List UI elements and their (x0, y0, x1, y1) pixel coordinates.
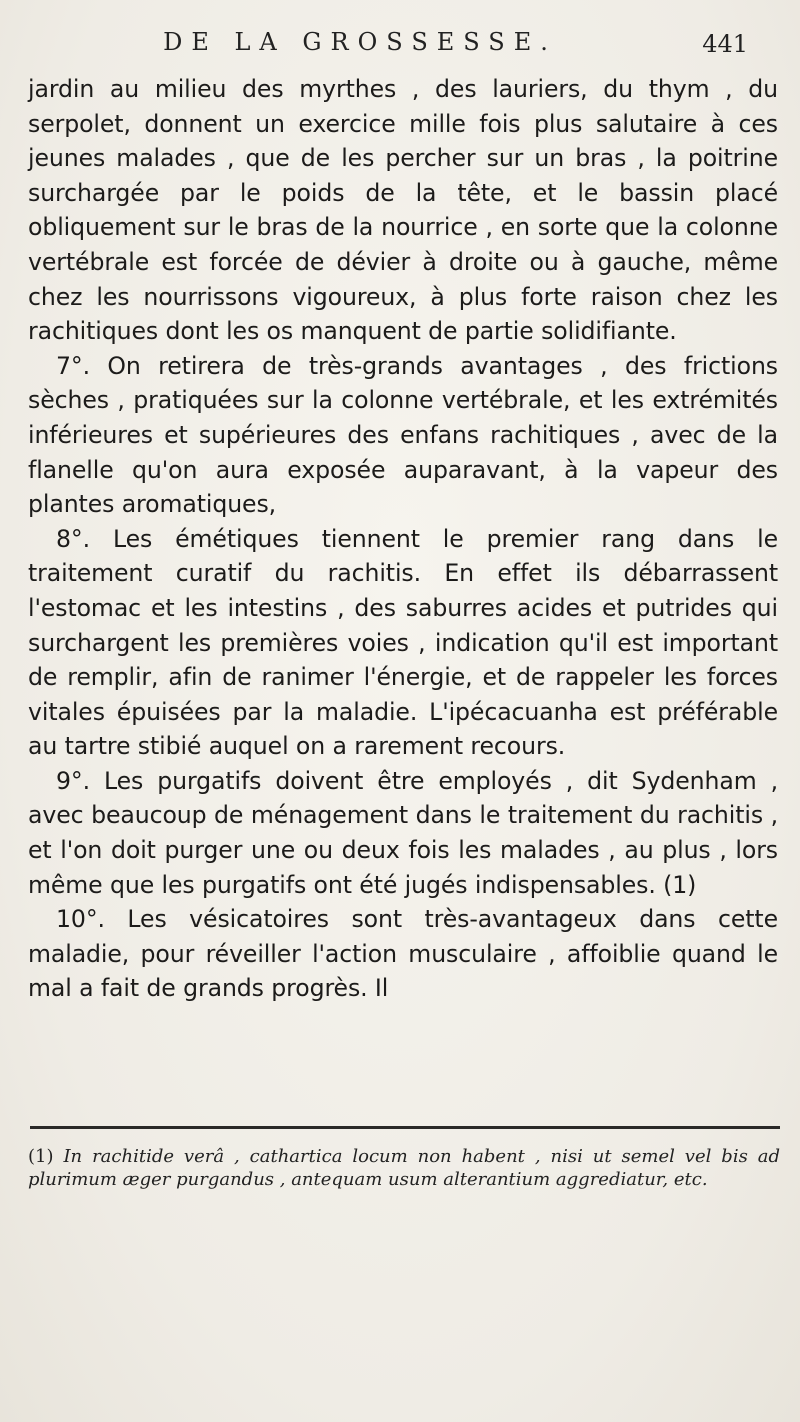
footnote-mark: (1) (28, 1146, 54, 1167)
paragraph-7: 7°. On retirera de très-grands avantages , des frictions sèches , pratiquées sur la colonne vertébrale, et les extrémités inférieures et supérieures des enfans rachitiques , avec de la flanelle qu'on aura exposée auparavant, à la vapeur des plantes aromatiques, (28, 351, 778, 519)
footnote-divider (30, 1126, 780, 1129)
paragraph-continuation: jardin au milieu des myrthes , des lauriers, du thym , du serpolet, donnent un exercice mille fois plus salutaire à ces jeunes malades , que de les percher sur un bras , la poitrine surchargée par le poids de la tête, et le bassin placé obliquement sur le bras de la nourrice , en sorte que la colonne vertébrale est forcée de dévier à droite ou à gauche, même chez les nourrissons vigoureux, à plus forte raison chez les rachitiques dont les os manquent de partie solidifiante. (28, 75, 778, 346)
page-number: 441 (702, 30, 748, 58)
page-header (0, 28, 800, 68)
paragraph-9: 9°. Les purgatifs doivent être employés , dit Sydenham , avec beaucoup de ménagement dans le traitement du rachitis , et l'on doit purger une ou deux fois les malades , au plus , lors même que les purgatifs ont été jugés indispensables. (1) (28, 766, 778, 899)
footnote (28, 1145, 780, 1191)
body-text (28, 72, 778, 1006)
paragraph-8: 8°. Les émétiques tiennent le premier rang dans le traitement curatif du rachitis. En effet ils débarrassent l'estomac et les intestins , des saburres acides et putrides qui surchargent les premières voies , indication qu'il est important de remplir, afin de ranimer l'énergie, et de rappeler les forces vitales épuisées par la maladie. L'ipécacuanha est préférable au tartre stibié auquel on a rarement recours. (28, 524, 778, 761)
running-title: DE LA GROSSESSE. (163, 28, 557, 56)
footnote-text: In rachitide verâ , cathartica locum non habent , nisi ut semel vel bis ad plurimum æger purgandus , antequam usum alterantium aggrediatur, etc. (28, 1146, 780, 1190)
paragraph-10: 10°. Les vésicatoires sont très-avantageux dans cette maladie, pour réveiller l'action musculaire , affoiblie quand le mal a fait de grands progrès. Il (28, 905, 778, 1003)
